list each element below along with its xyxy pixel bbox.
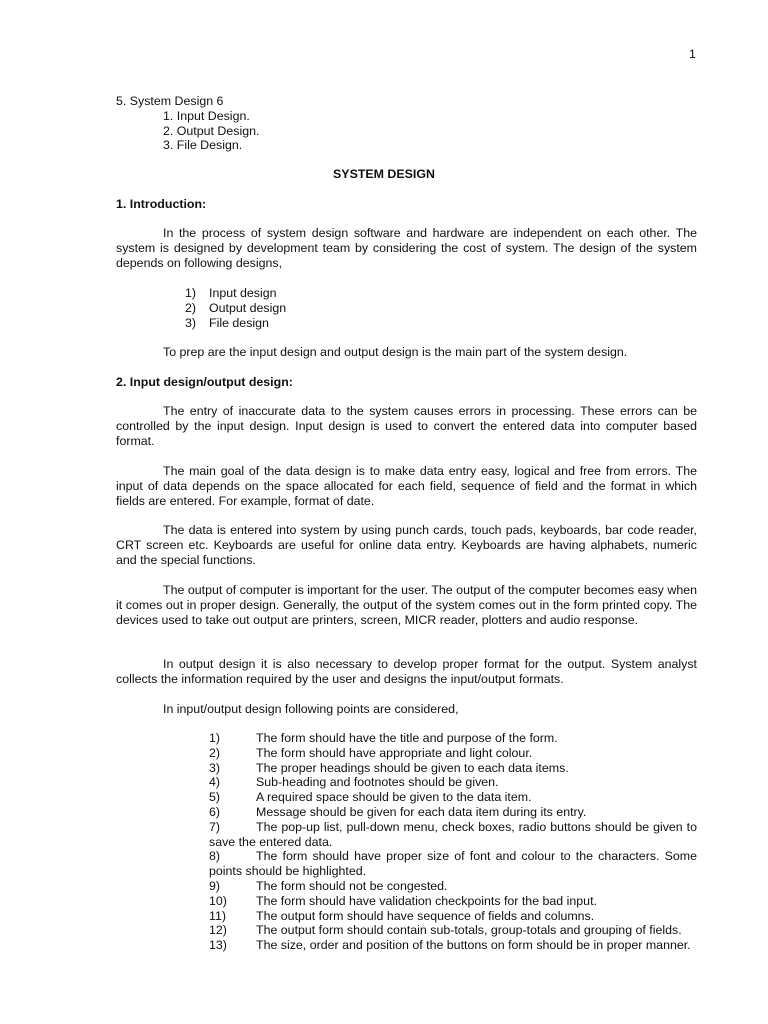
list-item-text: File design	[209, 315, 269, 330]
list-item-text: The proper headings should be given to each data items.	[256, 760, 569, 775]
list-item-text: Message should be given for each data item during its entry.	[256, 804, 587, 819]
list-item	[209, 938, 697, 953]
list-item	[209, 731, 697, 746]
list-item-number: 8)	[209, 849, 221, 864]
list-item-text: The form should have proper size of font and colour to the characters. Some points should be highlighted.	[209, 849, 697, 879]
list-item-text: The form should have appropriate and light colour.	[256, 745, 533, 760]
list-item-number: 6)	[209, 804, 221, 819]
list-item-number: 12)	[209, 923, 227, 938]
points-list	[209, 731, 697, 953]
list-item-text: The pop-up list, pull-down menu, check boxes, radio buttons should be given to save the entered data.	[209, 819, 697, 849]
io-paragraph-text: The entry of inaccurate data to the system causes errors in processing. These errors can be controlled by the input design. Input design is used to convert the entered data into computer based format.	[116, 404, 697, 448]
list-item	[209, 894, 697, 909]
io-paragraph	[116, 657, 697, 687]
list-item-number: 9)	[209, 878, 221, 893]
list-item-text: A required space should be given to the data item.	[256, 790, 532, 805]
list-item	[209, 790, 697, 805]
list-item-number: 4)	[209, 775, 221, 790]
list-item-number: 2)	[209, 745, 221, 760]
io-heading: 2. Input design/output design:	[116, 375, 293, 389]
list-item-text: Sub-heading and footnotes should be given.	[256, 775, 499, 790]
io-paragraph-text: The output of computer is important for the user. The output of the computer becomes easy when it comes out in proper design. Generally, the output of the system comes out in the form printed copy. The devices used to take out output are printers, screen, MICR reader, plotters and audio response.	[116, 583, 697, 627]
list-item-text: The output form should contain sub-totals, group-totals and grouping of fields.	[256, 923, 682, 938]
prep-paragraph	[116, 345, 697, 360]
toc-item-file: 3. File Design.	[163, 138, 243, 153]
list-item-text: Output design	[209, 300, 287, 315]
io-paragraph	[116, 523, 697, 567]
list-item	[209, 820, 697, 850]
io-paragraph-text: The main goal of the data design is to make data entry easy, logical and free from errors. The input of data depends on the space allocated for each field, sequence of field and the format in which fields are entered. For example, format of date.	[116, 464, 697, 508]
list-item-number: 1)	[185, 286, 197, 300]
list-item-text: The size, order and position of the buttons on form should be in proper manner.	[256, 938, 691, 953]
list-item-number: 1)	[209, 731, 221, 745]
intro-heading: 1. Introduction:	[116, 197, 207, 211]
list-item-text: The form should not be congested.	[256, 878, 448, 893]
list-item-text: The form should have the title and purpose of the form.	[256, 731, 558, 745]
list-item-text: Input design	[209, 286, 277, 300]
list-item	[209, 775, 697, 790]
list-item	[209, 879, 697, 894]
list-item	[209, 909, 697, 924]
page-title: SYSTEM DESIGN	[333, 167, 435, 181]
list-item	[209, 761, 697, 776]
io-paragraph-text: In output design it is also necessary to develop proper format for the output. System analyst collects the information required by the user and designs the input/output formats.	[116, 657, 697, 686]
list-item	[209, 923, 697, 938]
list-item	[209, 746, 697, 761]
prep-paragraph-text: To prep are the input design and output design is the main part of the system design.	[163, 345, 628, 359]
toc-heading: 5. System Design 6	[116, 94, 224, 108]
toc-item-output: 2. Output Design.	[163, 123, 260, 138]
intro-paragraph	[116, 226, 697, 270]
io-paragraph-text: The data is entered into system by using punch cards, touch pads, keyboards, bar code reader, CRT screen etc. Keyboards are useful for online data entry. Keyboards are having alphabets, numeric and the special functions.	[116, 523, 697, 567]
io-paragraph	[116, 702, 697, 717]
list-item-number: 3)	[209, 760, 221, 775]
list-item-number: 10)	[209, 893, 227, 908]
list-item-text: The output form should have sequence of fields and columns.	[256, 908, 595, 923]
io-paragraph-text: In input/output design following points are considered,	[163, 702, 459, 716]
list-item-number: 5)	[209, 790, 221, 805]
list-item-number: 11)	[209, 908, 226, 923]
list-item-number: 7)	[209, 819, 221, 834]
list-item	[209, 805, 697, 820]
io-paragraph	[116, 464, 697, 508]
toc-item-input: 1. Input Design.	[163, 108, 250, 123]
list-item-number: 13)	[209, 938, 227, 953]
page-number: 1	[689, 47, 696, 61]
intro-paragraph-text: In the process of system design software and hardware are independent on each other. The system is designed by development team by considering the cost of system. The design of the system depends on following designs,	[116, 226, 697, 270]
io-paragraph	[116, 583, 697, 627]
list-item-number: 2)	[185, 300, 197, 315]
io-paragraph	[116, 404, 697, 448]
list-item	[209, 849, 697, 879]
list-item-number: 3)	[185, 315, 197, 330]
list-item-text: The form should have validation checkpoints for the bad input.	[256, 893, 597, 908]
